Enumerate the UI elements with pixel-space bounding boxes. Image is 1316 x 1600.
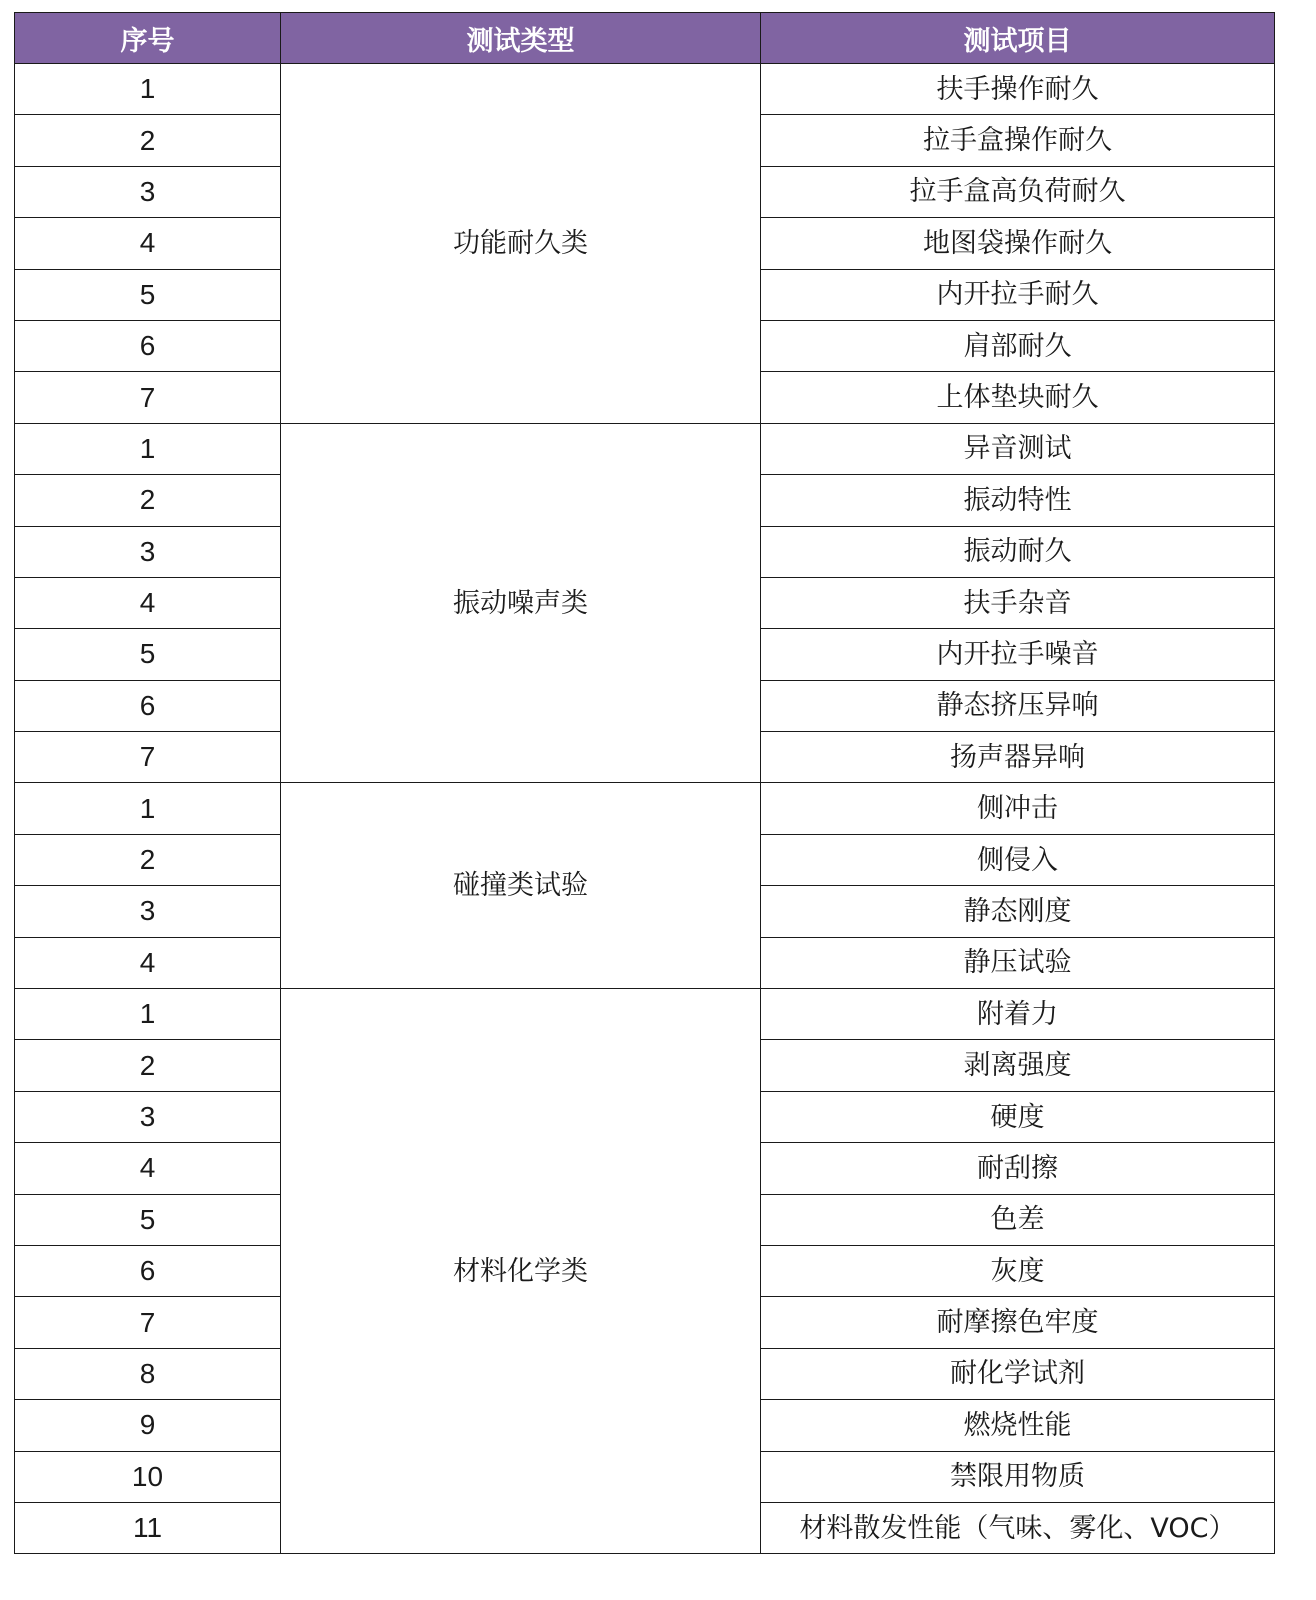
- serial-number-cell: 5: [15, 629, 281, 680]
- serial-number-cell: 8: [15, 1348, 281, 1399]
- serial-number-cell: 6: [15, 1245, 281, 1296]
- test-items-table: [14, 12, 1275, 1554]
- table-row: [15, 989, 1275, 1040]
- test-item-cell: 异音测试: [761, 423, 1275, 474]
- test-item-cell: 耐刮擦: [761, 1143, 1275, 1194]
- serial-number-cell: 7: [15, 732, 281, 783]
- test-item-cell: 静态挤压异响: [761, 680, 1275, 731]
- test-item-cell: 侧冲击: [761, 783, 1275, 834]
- serial-number-cell: 9: [15, 1400, 281, 1451]
- test-item-cell: 材料散发性能（气味、雾化、VOC）: [761, 1502, 1275, 1553]
- serial-number-cell: 5: [15, 1194, 281, 1245]
- serial-number-cell: 10: [15, 1451, 281, 1502]
- table-row: [15, 64, 1275, 115]
- serial-number-cell: 4: [15, 577, 281, 628]
- test-item-cell: 振动特性: [761, 475, 1275, 526]
- test-type-cell: 材料化学类: [281, 989, 761, 1554]
- test-type-cell: 振动噪声类: [281, 423, 761, 783]
- test-item-cell: 色差: [761, 1194, 1275, 1245]
- header-test-item: 测试项目: [761, 13, 1275, 64]
- table-body: [15, 64, 1275, 1554]
- test-item-cell: 灰度: [761, 1245, 1275, 1296]
- test-type-cell: 碰撞类试验: [281, 783, 761, 989]
- serial-number-cell: 2: [15, 1040, 281, 1091]
- test-item-cell: 硬度: [761, 1091, 1275, 1142]
- test-item-cell: 地图袋操作耐久: [761, 218, 1275, 269]
- table-row: [15, 423, 1275, 474]
- test-item-cell: 内开拉手噪音: [761, 629, 1275, 680]
- serial-number-cell: 3: [15, 526, 281, 577]
- test-item-cell: 扶手操作耐久: [761, 64, 1275, 115]
- serial-number-cell: 4: [15, 1143, 281, 1194]
- test-item-cell: 禁限用物质: [761, 1451, 1275, 1502]
- serial-number-cell: 1: [15, 423, 281, 474]
- table-row: [15, 783, 1275, 834]
- serial-number-cell: 3: [15, 1091, 281, 1142]
- serial-number-cell: 1: [15, 64, 281, 115]
- test-item-cell: 耐化学试剂: [761, 1348, 1275, 1399]
- serial-number-cell: 7: [15, 1297, 281, 1348]
- serial-number-cell: 3: [15, 166, 281, 217]
- test-item-cell: 剥离强度: [761, 1040, 1275, 1091]
- test-item-cell: 振动耐久: [761, 526, 1275, 577]
- serial-number-cell: 1: [15, 989, 281, 1040]
- test-item-cell: 燃烧性能: [761, 1400, 1275, 1451]
- test-item-cell: 拉手盒操作耐久: [761, 115, 1275, 166]
- serial-number-cell: 2: [15, 834, 281, 885]
- test-item-cell: 上体垫块耐久: [761, 372, 1275, 423]
- table-header-row: [15, 13, 1275, 64]
- test-item-cell: 侧侵入: [761, 834, 1275, 885]
- serial-number-cell: 3: [15, 886, 281, 937]
- serial-number-cell: 5: [15, 269, 281, 320]
- serial-number-cell: 4: [15, 937, 281, 988]
- serial-number-cell: 11: [15, 1502, 281, 1553]
- test-type-cell: 功能耐久类: [281, 64, 761, 424]
- serial-number-cell: 1: [15, 783, 281, 834]
- serial-number-cell: 6: [15, 320, 281, 371]
- test-item-cell: 扶手杂音: [761, 577, 1275, 628]
- serial-number-cell: 6: [15, 680, 281, 731]
- serial-number-cell: 2: [15, 475, 281, 526]
- test-item-cell: 耐摩擦色牢度: [761, 1297, 1275, 1348]
- test-item-cell: 附着力: [761, 989, 1275, 1040]
- test-item-cell: 肩部耐久: [761, 320, 1275, 371]
- test-item-cell: 拉手盒高负荷耐久: [761, 166, 1275, 217]
- serial-number-cell: 4: [15, 218, 281, 269]
- header-test-type: 测试类型: [281, 13, 761, 64]
- test-item-cell: 扬声器异响: [761, 732, 1275, 783]
- serial-number-cell: 7: [15, 372, 281, 423]
- test-item-cell: 静压试验: [761, 937, 1275, 988]
- test-item-cell: 内开拉手耐久: [761, 269, 1275, 320]
- header-serial-number: 序号: [15, 13, 281, 64]
- test-item-cell: 静态刚度: [761, 886, 1275, 937]
- serial-number-cell: 2: [15, 115, 281, 166]
